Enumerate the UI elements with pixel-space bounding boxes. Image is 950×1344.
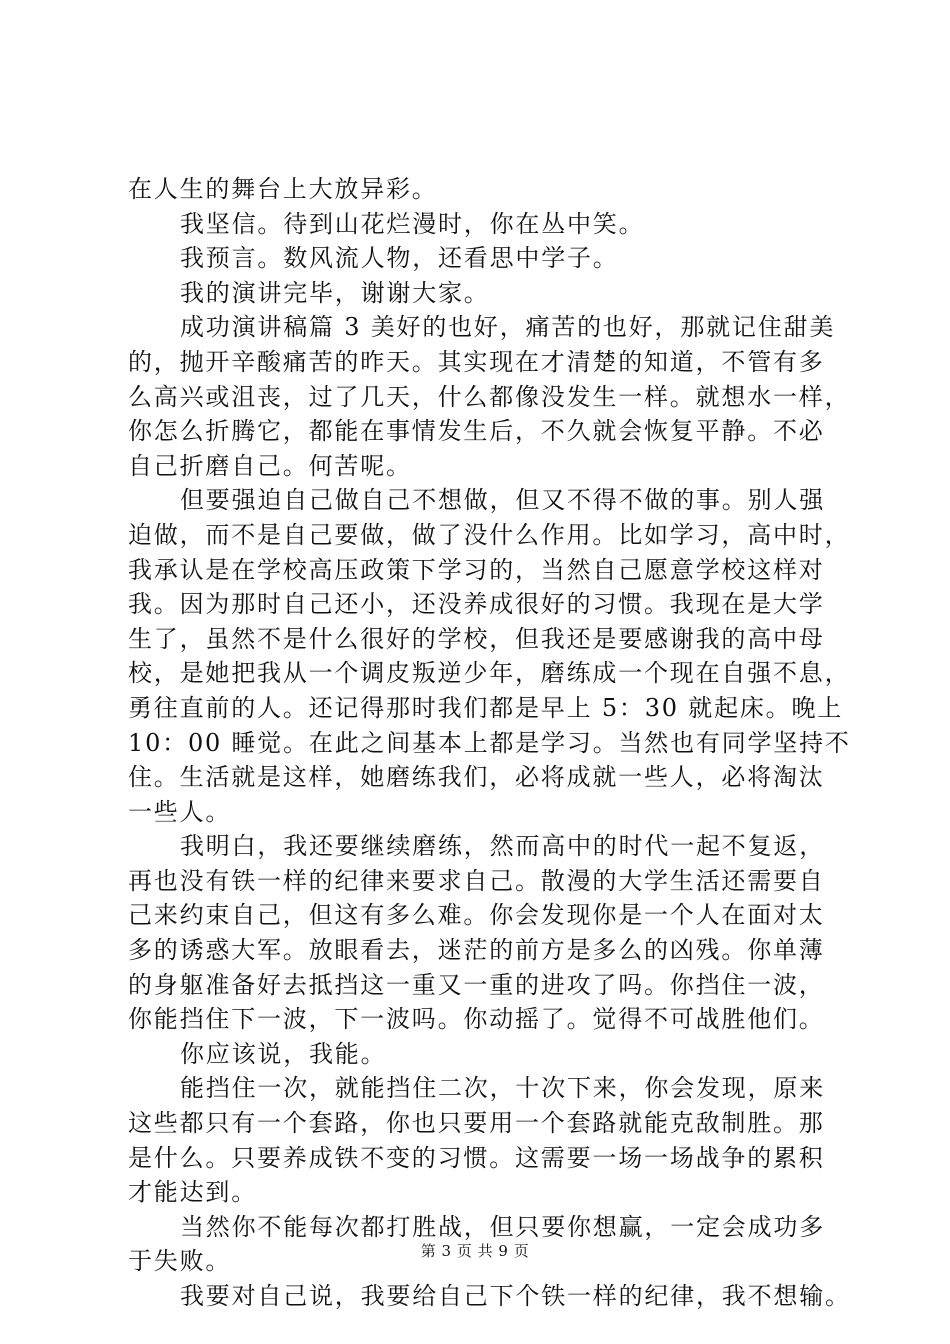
text-line: 我坚信。待到山花烂漫时，你在丛中笑。 (180, 209, 645, 238)
text-line: 多的诱惑大军。放眼看去，迷茫的前方是多么的凶残。你单薄 (128, 936, 825, 965)
text-line: 迫做，而不是自己要做，做了没什么作用。比如学习，高中时， (128, 520, 851, 549)
text-line: 住。生活就是这样，她磨练我们，必将成就一些人，必将淘汰 (128, 763, 825, 792)
text-line: 在人生的舞台上大放异彩。 (128, 175, 438, 203)
text-line: 于失败。 (128, 1247, 232, 1276)
text-line: 成功演讲稿篇 3 美好的也好，痛苦的也好，那就记住甜美 (180, 313, 836, 342)
text-line: 么高兴或沮丧，过了几天，什么都像没发生一样。就想水一样， (128, 382, 851, 411)
text-line: 才能达到。 (128, 1178, 257, 1207)
text-line: 的，抛开辛酸痛苦的昨天。其实现在才清楚的知道，不管有多 (128, 347, 825, 376)
text-line: 但要强迫自己做自己不想做，但又不得不做的事。别人强 (180, 486, 825, 515)
text-line: 当然你不能每次都打胜战，但只要你想赢，一定会成功多 (180, 1212, 825, 1241)
text-line: 你怎么折腾它，都能在事情发生后，不久就会恢复平静。不必 (128, 417, 825, 446)
text-line: 10：00 睡觉。在此之间基本上都是学习。当然也有同学坚持不 (128, 728, 851, 757)
page-footer: 第 3 页 共 9 页 (420, 1242, 530, 1260)
text-line: 一些人。 (128, 797, 232, 826)
text-line: 我预言。数风流人物，还看思中学子。 (180, 244, 619, 273)
text-line: 我明白，我还要继续磨练，然而高中的时代一起不复返， (180, 832, 825, 861)
text-line: 你能挡住下一波，下一波吗。你动摇了。觉得不可战胜他们。 (128, 1005, 825, 1034)
text-line: 校，是她把我从一个调皮叛逆少年，磨练成一个现在自强不息， (128, 659, 851, 688)
text-line: 我承认是在学校高压政策下学习的，当然自己愿意学校这样对 (128, 555, 825, 584)
text-line: 我要对自己说，我要给自己下个铁一样的纪律，我不想输。 (180, 1282, 851, 1310)
text-line: 己来约束自己，但这有多么难。你会发现你是一个人在面对太 (128, 901, 825, 930)
text-line: 是什么。只要养成铁不变的习惯。这需要一场一场战争的累积 (128, 1143, 825, 1172)
text-line: 生了，虽然不是什么很好的学校，但我还是要感谢我的高中母 (128, 624, 825, 653)
text-line: 再也没有铁一样的纪律来要求自己。散漫的大学生活还需要自 (128, 866, 825, 895)
text-line: 的身躯准备好去抵挡这一重又一重的进攻了吗。你挡住一波， (128, 970, 825, 999)
text-line: 我。因为那时自己还小，还没养成很好的习惯。我现在是大学 (128, 590, 825, 619)
text-line: 你应该说，我能。 (180, 1039, 387, 1068)
text-line: 这些都只有一个套路，你也只要用一个套路就能克敌制胜。那 (128, 1109, 825, 1138)
document-body (128, 172, 851, 1314)
text-line: 能挡住一次，就能挡住二次，十次下来，你会发现，原来 (180, 1074, 825, 1103)
text-line: 自己折磨自己。何苦呢。 (128, 451, 412, 480)
text-line: 勇往直前的人。还记得那时我们都是早上 5：30 就起床。晚上 (128, 693, 844, 722)
text-line: 我的演讲完毕，谢谢大家。 (180, 278, 490, 307)
